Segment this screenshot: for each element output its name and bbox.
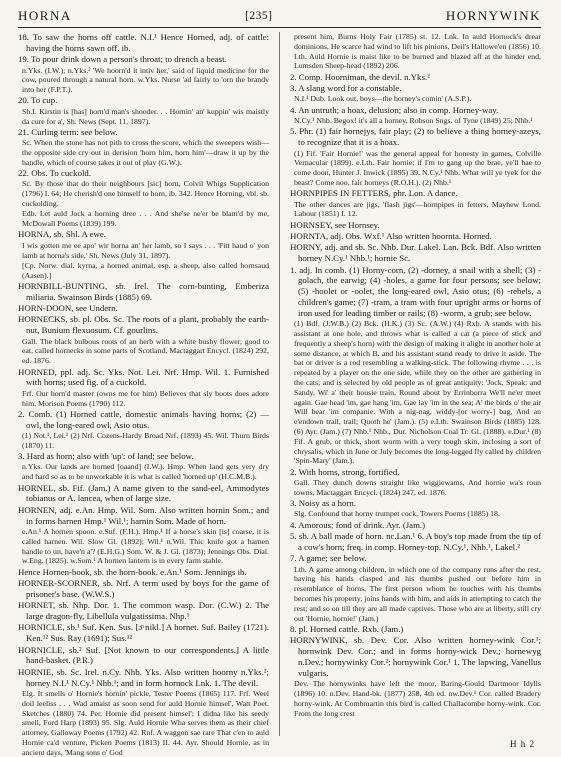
- citation-paragraph: Frf. Our horn'd master (owns me for him) Believes that sly boots does adore him, Morison Poems (1790) 112.: [22, 388, 269, 408]
- citation-paragraph: n.Yks. (I.W.); n.Yks.² 'We hoorn'd it intiv her,' said of liquid medicine for the cow, poured through a natural horn. w.Yks. Nurse 'ad fairly to 'orn the brandy into her (F.P.T.).: [22, 65, 269, 95]
- citation-paragraph: Sh.I. Kirstin is [has] horn'd man's shooder. . . Hornin' an' kuppin' wis maistly da cure for a', Sh. News (Sept. 11, 1897).: [22, 106, 269, 126]
- signature-mark: H h 2: [510, 739, 535, 749]
- dictionary-entry: HORN-DOON, see Undern.: [18, 303, 118, 314]
- citation-paragraph: (1) Not.¹, Lei.¹ (2) Nrf. Cozens-Hardy Broad Nrf. (1893) 45. Wil. Thurn Birds (1870) 11.: [22, 431, 269, 450]
- right-column: [290, 32, 541, 736]
- dictionary-entry: HORNER-SCORNER, sb. Nrf. A term used by boys for the game of prisoner's base. (W.W.S.): [18, 577, 269, 599]
- left-column: [18, 32, 269, 757]
- dictionary-entry: HORNICLE, sb.² Suf. [Not known to our correspondents.] A little hand-basket. (P.R.): [18, 644, 269, 666]
- dictionary-entry: HORNBILL-BUNTING, sb. Irel. The corn-bunting, Emberiza miliaria. Swainson Birds (1885) 69.: [18, 280, 269, 302]
- dictionary-entry: 3. Hard as horn; also with 'up': of land; see below.: [18, 451, 194, 462]
- header-right-word: HORNYWINK: [445, 8, 541, 23]
- citation-paragraph: I wis gotten me ee apo' wir horna an' her lamb, so I says . . . 'Fitt haud o' yon lamb at horna's side,' Sh. News (July 31, 1897).: [22, 240, 269, 260]
- running-header: [18, 5, 541, 28]
- dictionary-entry: 3. Noisy as a horn.: [290, 498, 356, 509]
- dictionary-entry: 1. adj. In comb. (1) Horny-corn, (2) -dorney, a snail with a shell; (3) -golach, the earwig; (4) -holes, a game for four persons; see below; (5) -hoolet or -oolet, the long-eared owl, Asio otus; (6) -rebels, a children's game; (7) -tram, a tram with four upright arms or horns of iron used for leading timber or rails; (8) -worm, a grub; see below.: [290, 264, 541, 318]
- dictionary-entry: HORNEN, adj. e.An. Hmp. Wil. Som. Also written hornin Som.; and in forms harnen Hmp.¹ Wil.¹; harnin Som. Made of horn.: [18, 504, 269, 526]
- dictionary-entry: HORNPIPES IN FETTERS, phr. Lon. A dance.: [290, 188, 458, 199]
- citation-paragraph: The other dances are jigs, 'flash jigs'—hornpipes in fetters, Mayhew Lond. Labour (1851) I. 12.: [294, 199, 541, 219]
- dictionary-entry: HORNEL, sb. Fif. (Jam.) A name given to the sand-eel, Ammodytes tobianus or A. lancea, when of large size.: [18, 482, 269, 504]
- dictionary-entry: 20. To cup.: [18, 95, 58, 106]
- citation-paragraph: e.An.¹ A hornen spoon. e.Suf. (F.H.). Hmp.¹ If a horse's skin [is] coarse, it is called harnen. Wil. Slow Gl. (1892); Wil.¹ n.Wil. Thic knife got a harnen handle to un, have'n a'? (E.H.G.) Som. W. & J. Gl. (1873); Jennings Obs. Dial. w.Eng. (1825). w.Som.¹ A hornen lantern is in every farm stable.: [22, 526, 269, 566]
- dictionary-entry: HORNY, adj. and sb. Sc. Nhb. Dur. Lakel. Lan. Bck. Bdf. Also written horney N.Cy.¹ Nhb.¹; hornie Sc.: [290, 242, 541, 264]
- citation-paragraph: (1) Bdf. (J.W.B.) (2) Bck. (H.K.) (3) Sc. (A.W.) (4) Rxb. A stands with his assistant at one hole, and throws what is called a cat (a piece of stick and frequently a sheep's horn) with the design of making it alight in another hole at some distance, at which B. and his assistant stand ready to drive it aside. The bat or driver is a rod resembling a walking-stick. The following rhyme . . . is repeated by a player on the one side, while they on the other are gathering in the cats; and is selected by old people as of great antiquity: 'Jock, Speak: and Sandy, Wi' a' their housie train, Round about by Errinborra We'll ne'er meet again. Gae head 'im, gae hang 'im, Gae lay 'im in the sea; A' the birds o' the air Will bear 'im companie. With a nig-nag, widdy-[or worry-] bag, And an e'endown trail, trail; Quoth he' (Jam.). (5) e.Lth. Swainson Birds (1885) 128. (6) Ayr. (Jam.) (7) Nhb.¹ Nhb., Dur. Nicholson Coal Tr. Gl. (1888). e.Dur.¹ (8) Fif. A grub, or thick, short worm with a very tough skin, inclosing a sort of chrysalis, which in June or July becomes the long-legged fly called by children 'Spin-Mary' (Jam.).: [294, 319, 541, 466]
- dictionary-entry: 8. pl. Horned cattle. Rxb. (Jam.): [290, 623, 404, 634]
- dictionary-entry: 4. Amorous; fond of drink. Ayr. (Jam.): [290, 519, 426, 530]
- column-divider: [279, 32, 280, 736]
- dictionary-entry: HORNYWINK, sb. Dev. Cor. Also written horney-wink Cor.¹; hornwink Dev. Cor.; and in forms horny-wick Dev.; hornewyg n.Dev.; hornywinky Cor.²; hornywink Cor.¹ 1. The lapwing, Vanellus vulgaris.: [290, 635, 541, 678]
- citation-paragraph: Elg. It smells o' Hornie's hornin' pickle, Tester Poems (1865) 117. Frf. Weel doil leeliss . . . Wad amaist as soon send for auld Hornie himsel', Watt Poet. Sketches (1880) 74. Per. Hornie did present himsel'; I didna like his seedy smell, Ford Harp (1893) 95. Slg. Auld Hornie Wha serves them as their chief attorney, Galloway Poems (1792) 42. Rnf. A waggon sae rare That c'en to auld Hornie ca'd venture, Picken Poems (1813) II. 44. Ayr. Should Hornie, as in ancient days, 'Mang sons o' God: [22, 688, 269, 757]
- citation-paragraph: (1) Fif. 'Fair Hornie!' was the general appeal for honesty in games, Colville Vernacular (1899). e.Lth. Fair hornie; if I'm to gang up the brae, ye'll hae to come doon, Hunter J. Inwick (1895) 39. N.Cy.¹ Nhb. What will ye tyek for the beast? Come noo, fair horneys (R.O.H.). (2) Nhb.¹: [294, 148, 541, 187]
- dictionary-entry: 19. To pour drink down a person's throat; to drench a beast.: [18, 54, 227, 65]
- dictionary-entry: 3. A slang word for a constable.: [290, 83, 402, 94]
- citation-paragraph: n.Yks. Our lands are horned [oaand] (I.W.). Hmp. When land gets very dry and hard so as to be unworkable it is what is called 'horned up' (H.C.M.B.).: [22, 462, 269, 482]
- dictionary-entry: Hence Hornen-book, sb. the horn-book. e.An.¹ Som. Jennings ib.: [18, 566, 247, 577]
- citation-paragraph: Lth. A game among children, in which one of the company runs after the rest, having his hands clasped and his thumbs pushed out before him in resemblance of horns. The first person whom he touches with his thumbs becomes his property, joins hands with him, and aids in attempting to catch the rest; and so on till they are all made captives. Those who are at liberty, still cry out 'Hornie, hornie!' (Jam.): [294, 564, 541, 623]
- citation-paragraph: Slg. Confound that horny trumpet cock, Towers Poems (1885) 18.: [294, 509, 500, 519]
- dictionary-entry: HORNA, sb. Shl. A ewe.: [18, 229, 106, 240]
- dictionary-entry: 4. An untruth; a hoax, delusion; also in comp. Horney-way.: [290, 104, 499, 115]
- dictionary-entry: HORNTA, adj. Obs. Wxf.¹ Also written hoornta. Horned.: [290, 230, 492, 241]
- dictionary-entry: HORNET, sb. Nhp. Dor. 1. The common wasp. Dor. (C.W.) 2. The large dragon-fly, Libellula vulgatissima. Nhp.¹: [18, 600, 269, 621]
- dictionary-entry: 5. Phr. (1) fair hornejys, fair play; (2) to believe a thing horney-azeys, to recognize that it is a hoax.: [290, 126, 541, 148]
- citation-paragraph: Sc. When the stone has not pith to cross the score, which the sweepers wish—the opposite side cry out in derision 'horn him, horn him'—draw it up by the handle, which of course takes it out of play (G.W.).: [22, 138, 269, 167]
- dictionary-entry: HORNED, ppl. adj. Sc. Yks. Not. Lei. Nrf. Hmp. Wil. 1. Furnished with horns; used fig. of a cuckold.: [18, 366, 269, 388]
- dictionary-entry: 5. sb. A ball made of horn. nc.Lan.¹ 6. A boy's top made from the tip of a cow's horn; freq. in comp. Horney-top. N.Cy.¹, Nhb.¹, Lakel.²: [290, 531, 541, 552]
- page-number: [235]: [245, 10, 273, 22]
- header-left-word: HORNA: [18, 8, 72, 23]
- dictionary-entry: HORNIE, sb. Sc. Irel. n.Cy. Nhb. Yks. Also written hoorny n.Yks.²; horney N.I.¹ N.Cy.¹ Nhb.¹; and in form hornock Lnk. 1. The devil.: [18, 666, 269, 688]
- dictionary-entry: 18. To saw the horns off cattle. N.I.¹ Hence Horned, adj. of cattle: having the horns sawn off. ib.: [18, 32, 269, 53]
- citation-paragraph: N.Cy.¹ Nhb. Begox! it's all a horney, Robson Sngs. of Tyne (1849) 25; Nhb.¹: [294, 116, 533, 126]
- citation-paragraph: Gall. They dunch downs straight like wiggiewams, And hornie wa's roun towns, Mactaggart Encycl. (1824) 247, ed. 1876.: [294, 478, 541, 497]
- dictionary-entry: HORNICLE, sb.¹ Suf. Ken. Sus. [ɔ̄·nikl.] A hornet. Suf. Bailey (1721). Ken.¹² Sus. Ray (1691); Sus.¹²: [18, 622, 269, 644]
- dictionary-entry: 2. Comp. Hoorniman, the devil. n.Yks.²: [290, 71, 430, 82]
- dictionary-entry: 2. With horns, strong, fortified.: [290, 466, 400, 477]
- citation-paragraph: Edb. Let auld Jock a horning dree . . . And she'se ne'er be blam'd by me, McDowall Poems (1839) 199.: [22, 209, 269, 229]
- dictionary-entry: HORNSEY, see Hornsey.: [290, 219, 380, 230]
- citation-paragraph: present him, Burns Holy Fair (1785) st. 12. Lnk. In auld Hornock's drear dominions, He scarce had wind to lift his pinions, Deil's Hallowe'en (1856) 10. Lth. Auld Hornie is maist like to be burned and blazed aff at the hinder end, Lumsden Sheep-head (1892) 206.: [294, 32, 541, 71]
- citation-paragraph: Gall. The black bulbous roots of an herb with a white bushy flower, good to eat, called hornecks in some parts of Scotland, Mactaggart Encycl. (1824) 292, ed. 1876.: [22, 336, 269, 366]
- citation-paragraph: Dev. The hornywinks have left the moor, Baring-Gould Dartmoor Idylls (1896) 10. n.Dev. Hand-bk. (1877) 258, 4th ed. nw.Dev.¹ Cor. called Bradery horny-wink. At Combmartin this bird is called Challacombe horny-wink. Cor. From the long crest: [294, 679, 541, 718]
- dictionary-entry: 7. A game; see below.: [290, 553, 367, 564]
- dictionary-entry: 2. Comb. (1) Horned cattle, domestic animals having horns; (2) — owl, the long-eared owl, Asio otus.: [18, 408, 269, 430]
- dictionary-entry: 22. Obs. To cuckold.: [18, 168, 92, 179]
- dictionary-entry: 21. Curling term: see below.: [18, 126, 118, 137]
- citation-paragraph: [Cp. Norw. dial. kyrna, a horned animal, esp. a sheep, also called hornsaud (Aasen).]: [22, 260, 269, 280]
- citation-paragraph: N.I.¹ Dub. Look out, boys—the horney's comin' (A.S.P.).: [294, 94, 472, 104]
- citation-paragraph: Sc. By those that do their neighbours [sic] horn, Colvil Whigs Supplication (1796) I. 64; He cherish'd one himself to horn, ib. 342. Hence Horning, vbl. sb. cuckolding.: [22, 179, 269, 209]
- dictionary-entry: HORNECKS, sb. pl. Obs. Sc. The roots of a plant, probably the earth-nut, Bunium flexuosum. Cf. gourlins.: [18, 314, 269, 336]
